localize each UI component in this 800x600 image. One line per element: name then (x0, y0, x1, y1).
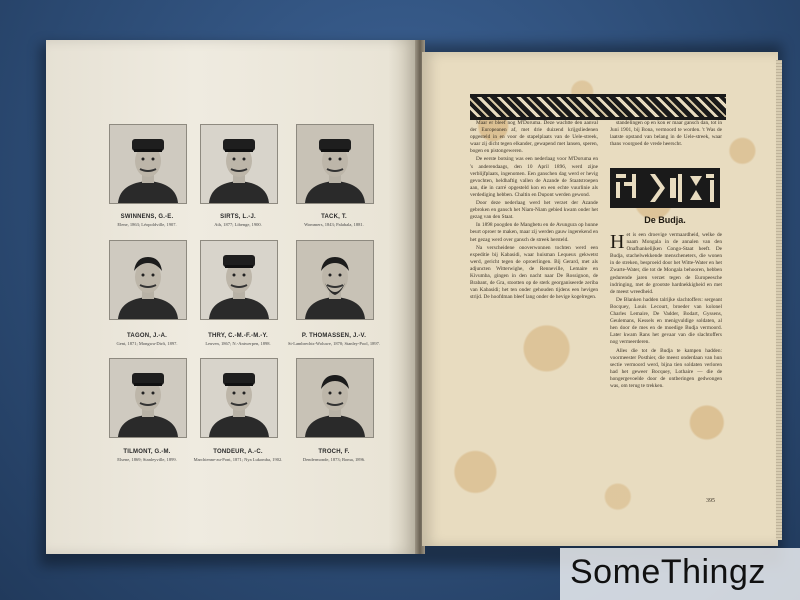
page-number: 395 (706, 498, 715, 504)
ornament-illustration (610, 168, 720, 208)
portrait-name: TONDEUR, A.-C. (213, 449, 263, 455)
portrait-photo (296, 358, 374, 438)
portrait-photo (109, 240, 187, 320)
portrait-detail: Elsene, 1869; Stanleyville, 1899. (117, 457, 177, 462)
portrait-detail: Marchienne-au-Pont, 1871; Nya Lukomba, 1902. (193, 457, 283, 462)
portrait-photo (109, 124, 187, 204)
portrait-name: TILMONT, G.-M. (123, 449, 171, 455)
watermark-text: SomeThingz (570, 553, 766, 591)
portrait-detail: St-Lambrechts-Woluwe, 1870; Stanley-Pool, 1897. (287, 341, 381, 346)
portrait-detail: Dendermonde, 1873; Boma, 1896. (302, 457, 366, 462)
portrait-photo (296, 124, 374, 204)
portrait-name: SIRTS, L.-J. (220, 214, 256, 220)
page-edges (776, 60, 782, 540)
portrait-detail: Gent, 1871; Mongwa-Dirfi, 1897. (116, 341, 178, 346)
portrait-name: SWINNENS, G.-E. (120, 214, 174, 220)
portrait-name: TROCH, F. (318, 449, 350, 455)
portrait-photo (200, 358, 278, 438)
portrait-detail: Leuven, 1867; N.-Antwerpen, 1898. (205, 341, 271, 346)
portrait-detail: Elene, 1863; Léopoldville, 1907. (117, 222, 177, 227)
article-column-right-bottom: Het is een droevige vermaardheid, welke de naam Mongala in de annalen van den Onafhankelijken Congo-Staat heeft. De Budja, stachelwekkende menscheneters, die wonen in de streken, besproeid door het Witte-Water en het Zwarte-Water, die tot de Mongala behooren, hebben gedurende jaren verzet tegen de Europeesche indringing, met de grootste hardnekkigheid en met de meest wreedheid. De Blanken hadden talrijke slachtoffers: sergeant Bocquey, Louis Lecourt, broeder van kolonel Charles Lemaire, De Vadder, Bodart, Gyssens, Geulemans, Kessels en menigvuldige soldaten, al hen door de mes en de moedige Budja vermoord. Later kwam Rans het gevaar van die slachtoffers nog vermeerderen. Alles die tot de Budja te kampen hadden: voormeester Posthier, die meest onderdaan van hun sectie vermoord werd, bijna tien soldaten verloren had het geweer Bocquey, Lothaire — die de hongergevoelde door de ontberingen gedwongen was, om terug te trekken. (610, 232, 722, 389)
article-column-left: Maar er bleef nog M'Doruma. Deze wachtte den aanval der Europeanen af, met drie duizend krijgsliedenen opgesteld in en voor de stapelplaats van de Uele-streek, waar zij dicht tegen elkander, gewapend met lansen, speren, bogen en pistongeweren. De eerste botsing was een nederlaag voor M'Doruma en 's anderendaags, den 10 April 1896, werd zijne verblijfplaats, ingenomen. Een ganschen dag werd er hevig gevochten, heldhaftig vallen de Azande de Staatstroepen aan, die in carré opgesteld kon en een echte vuurlinie als verdediging hebben. Chaltin en Dupont werden gewond. Door deze nederlaag werd het verzet der Azande gebroken en gansch het Niam-Niam gebied kwam onder het gezag van den Staat. In 1898 poogden de Mangbetu en de Avungura op hunne beurt oproer te maken, maar zij werden gauw ingerekend en het gezag werd over gansch de streek hersteld. Na verscheidene onoverwonnen tochten werd een expeditie bij Kabasidi, waar huisman Lequeux gekwetst werd, gericht tegen de oproerlingen. Bij Gerard, met als adjuncten Witterwighe, de Renneville, Lemaire en Kivumba, gingen in den nacht naar De Rossignon, de Brabant, de Gra, stootten op de sterk georganiseerde zeriba van Kabasidi; het ten onder gehouden tijdens een hevigen strijd. De hoofdman bleef lang onder de hevige kogelregen. (470, 120, 598, 301)
portrait-name: P. THOMASSEN, J.-V. (301, 333, 367, 339)
drop-cap: H (610, 232, 625, 253)
portrait-photo (200, 240, 278, 320)
article-column-right-top: standelingen op en kon er maar gansch dan, tot in Juni 1901, bij Bona, vermoord te worden. 't Was de laatste opstand van belang in de Uele-streek, waar thans voorgoed de vrede heerscht. (610, 120, 722, 148)
decorative-border (470, 94, 726, 120)
portrait-detail: Ath, 1877; Libenge, 1900. (214, 222, 262, 227)
portrait-photo (200, 124, 278, 204)
portrait-name: TAGON, J.-A. (127, 333, 167, 339)
section-title: De Budja. (644, 215, 686, 225)
portrait-name: TACK, T. (321, 214, 347, 220)
portrait-detail: Wommers, 1843; Palabala, 1881. (304, 222, 364, 227)
portrait-name: THRY, C.-M.-F.-M.-Y. (208, 333, 268, 339)
portrait-photo (109, 358, 187, 438)
portrait-photo (296, 240, 374, 320)
